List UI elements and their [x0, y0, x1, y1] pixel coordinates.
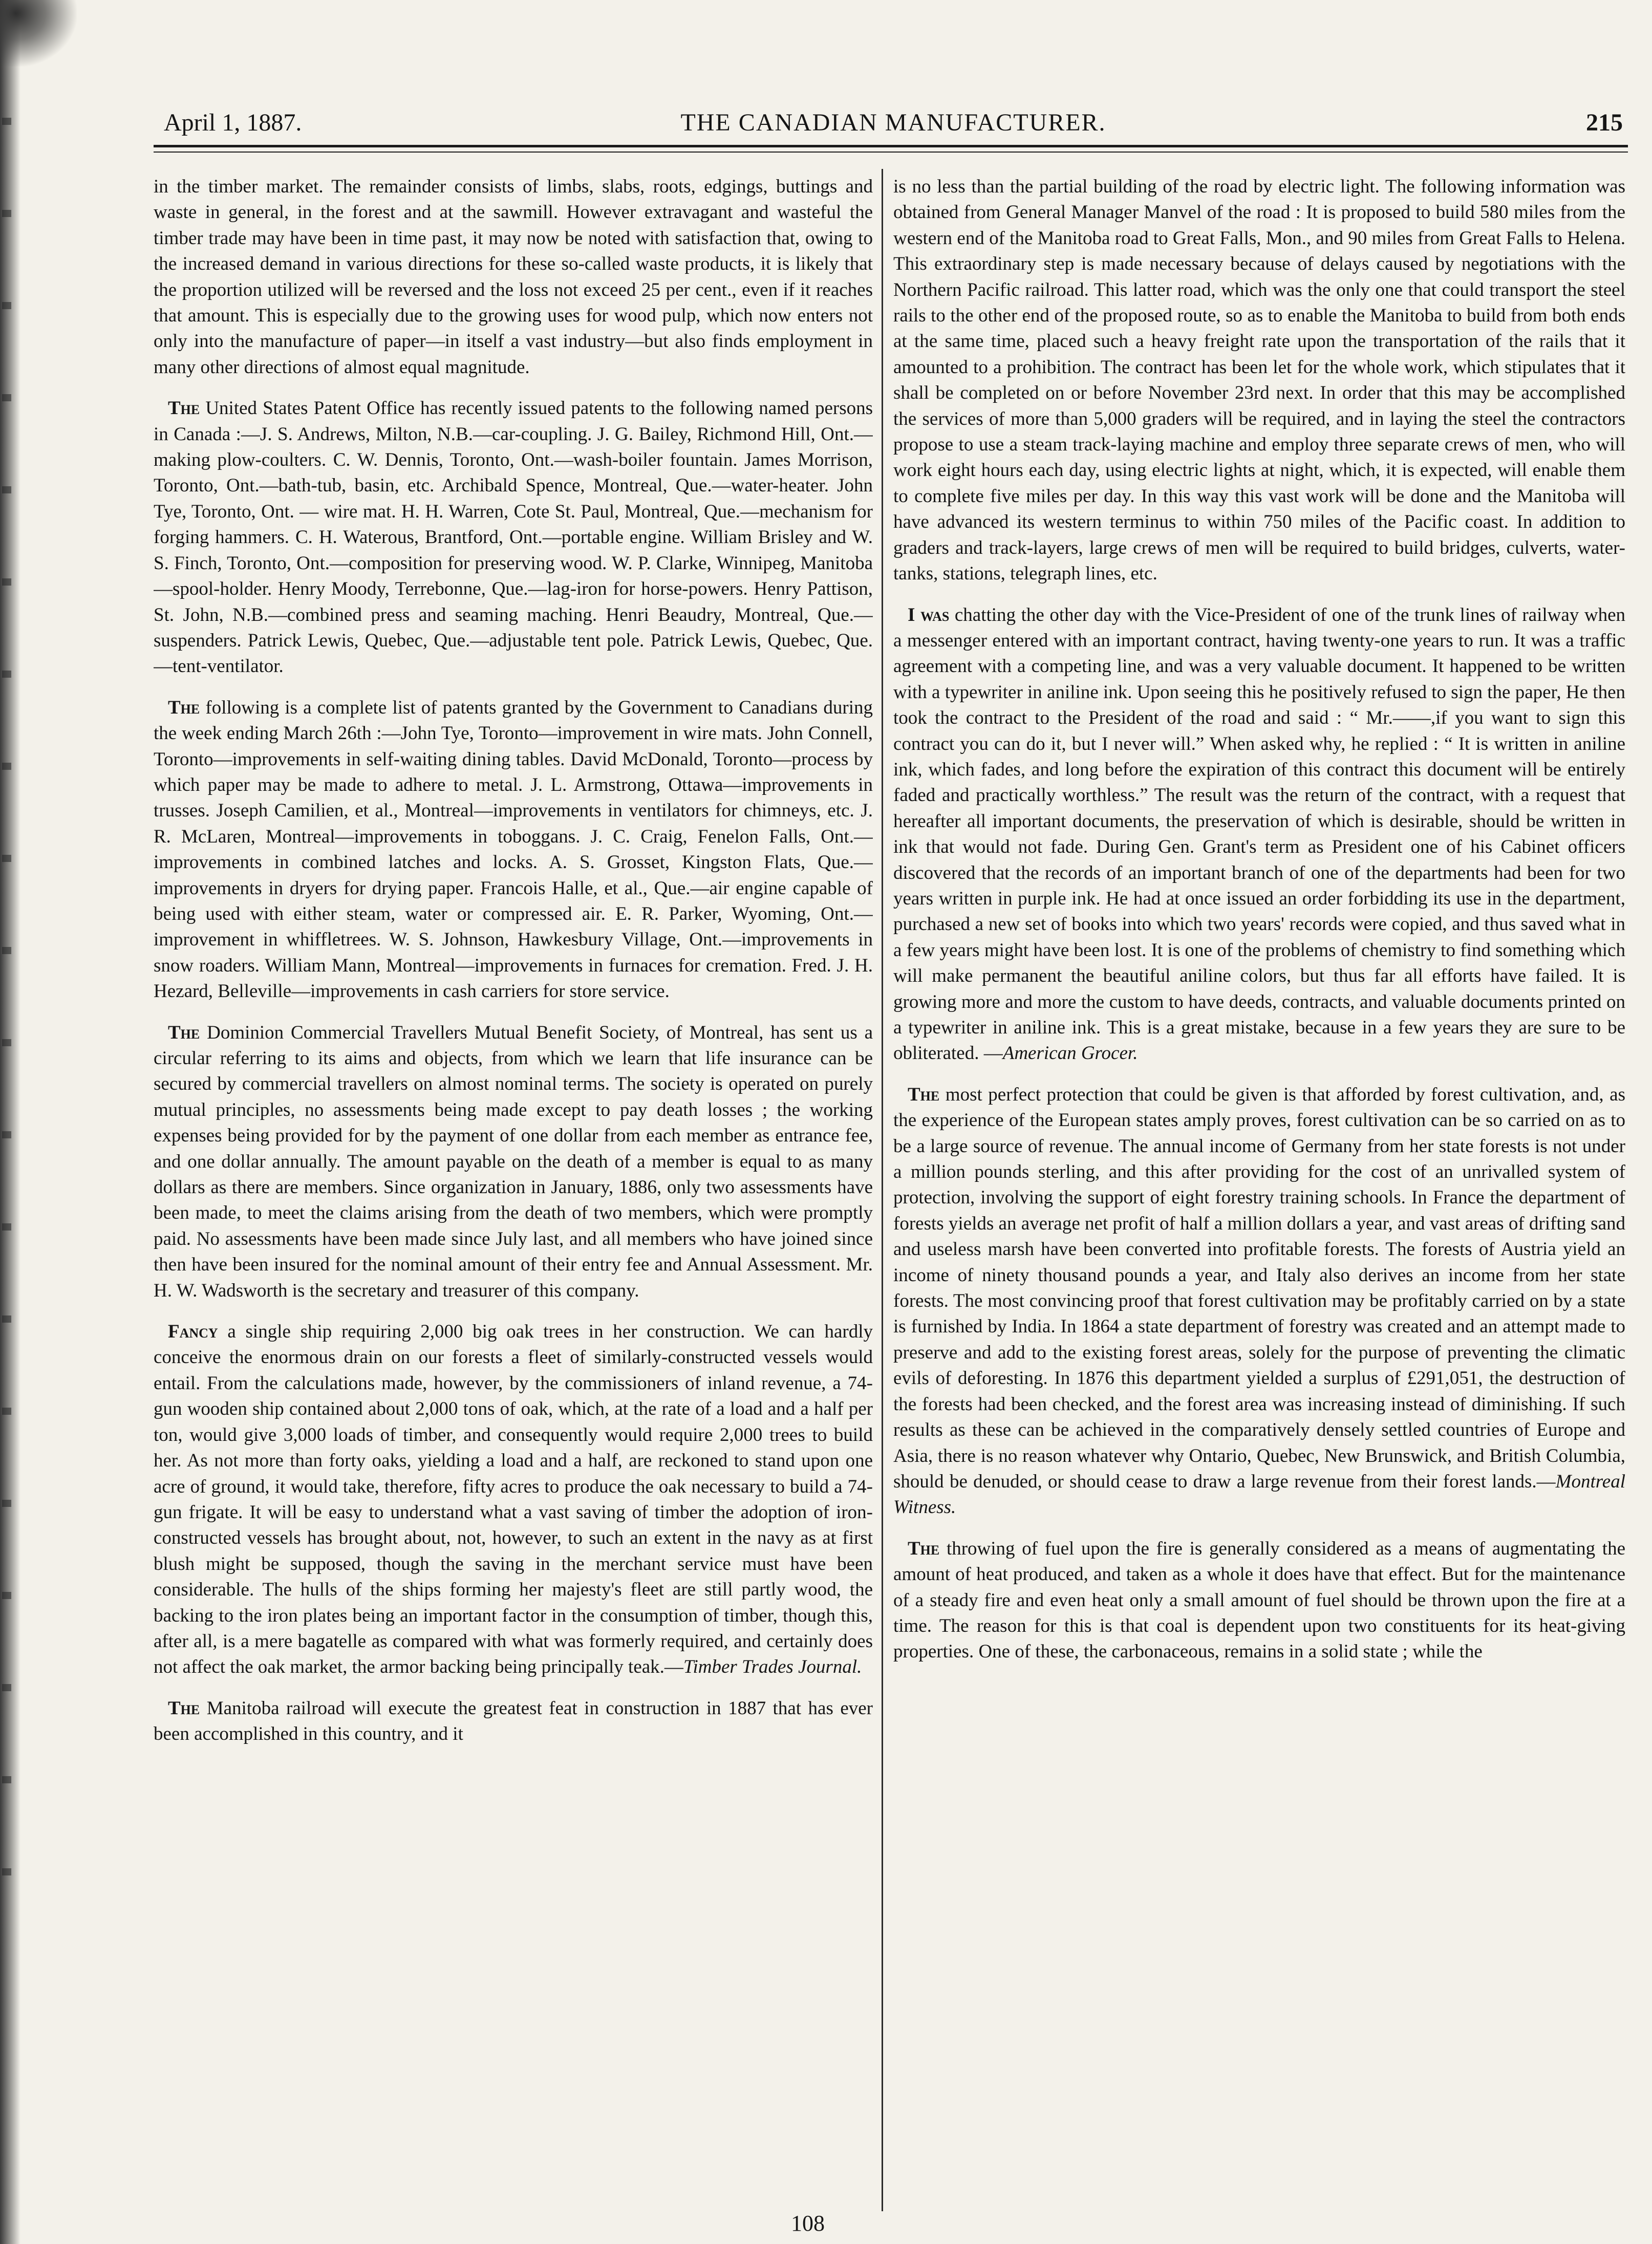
article-text: in the timber market. The remainder consists of limbs, slabs, roots, edgings, buttings and waste in general, in the forest and at the sawmill. However extravagant and wasteful the timber trade may have been in time past, it may now be noted with satisfaction that, owing to the increased demand in various directions for these so-called waste products, it is likely that the proportion utilized will be reversed and the loss not exceed 25 per cent., even if it reaches that amount. This is especially due to the growing uses for wood pulp, which now enters not only into the manufacture of paper—in itself a vast industry—but also finds employment in many other directions of almost equal magnitude.	[154, 176, 873, 378]
article-lead: Fancy	[168, 1321, 218, 1343]
article-text: is no less than the partial building of the road by electric light. The following information was obtained from General Manager Manvel of the road : It is proposed to build 580 miles from the western end of the Manitoba road to Great Falls, Mon., and 90 miles from Great Falls to Helena. This extraordinary step is made necessary because of delays caused by negotiations with the Northern Pacific railroad. This latter road, which was the only one that could transport the steel rails to the other end of the proposed route, so as to enable the Manitoba to build from both ends at the same time, placed such a heavy freight rate upon the transportation of the rails that it amounted to a prohibition. The contract has been let for the whole work, which stipulates that it shall be completed on or before November 23rd next. In order that this may be accomplished the services of more than 5,000 graders will be required, and in laying the steel the contractors propose to use a steam track-laying machine and employ three separate crews of men, who will work eight hours each day, using electric lights at night, which, it is expected, will enable them to complete five miles per day. In this way this vast work will be done and the Manitoba will have advanced its western terminus to within 750 miles of the Pacific coast. In addition to graders and track-layers, large crews of men will be required to build bridges, culverts, water-tanks, stations, telegraph lines, etc.	[893, 176, 1625, 585]
article-manitoba-railroad-cont	[893, 174, 1625, 587]
article-lead: The	[168, 1022, 200, 1043]
publication-title: THE CANADIAN MANUFACTURER.	[680, 109, 1106, 136]
article-fuel-fire	[893, 1536, 1625, 1665]
header-rule-thin	[154, 152, 1628, 153]
left-column	[154, 174, 873, 2186]
scan-edge-marks	[2, 118, 11, 1909]
article-text: Manitoba railroad will execute the greatest feat in construction in 1887 that has ever been accomplished in this country, and it	[154, 1697, 873, 1745]
article-manitoba-railroad	[154, 1696, 873, 1747]
article-forest-cultivation	[893, 1082, 1625, 1521]
article-source: Timber Trades Journal.	[683, 1656, 862, 1678]
article-text: following is a complete list of patents granted by the Government to Canadians during the week ending March 26th :—John Tye, Toronto—improvement in wire mats. John Connell, Toronto—improvements in self-waiting dining tables. David McDonald, Toronto—process by which paper may be made to adhere to metal. J. L. Armstrong, Ottawa—improvements in trusses. Joseph Camilien, et al., Montreal—improvements in ventilators for chimneys, etc. J. R. McLaren, Montreal—improvements in toboggans. J. C. Craig, Fenelon Falls, Ont.—improvements in combined latches and locks. A. S. Grosset, Kingston Flats, Que.—improvements in dryers for drying paper. Francois Halle, et al., Que.—air engine capable of being used with either steam, water or compressed air. E. R. Parker, Wyoming, Ont.—improvement in whiffletrees. W. S. Johnson, Hawkesbury Village, Ont.—improvements in snow roaders. William Mann, Montreal—improvements in furnaces for cremation. Fred. J. H. Hezard, Belleville—improvements in cash carriers for store service.	[154, 697, 873, 1002]
article-canadian-patents	[154, 695, 873, 1005]
article-text: United States Patent Office has recently issued patents to the following named persons in Canada :—J. S. Andrews, Milton, N.B.—car-coupling. J. G. Bailey, Richmond Hill, Ont.—making plow-coulters. C. W. Dennis, Toronto, Ont.—wash-boiler fountain. James Morrison, Toronto, Ont.—bath-tub, basin, etc. Archibald Spence, Montreal, Que.—water-heater. John Tye, Toronto, Ont. — wire mat. H. H. Warren, Cote St. Paul, Montreal, Que.—mechanism for forging hammers. C. H. Waterous, Brantford, Ont.—portable engine. William Brisley and W. S. Finch, Toronto, Ont.—composition for preserving wood. W. P. Clarke, Winnipeg, Manitoba—spool-holder. Henry Moody, Terrebonne, Que.—lag-iron for horse-powers. Henry Pattison, St. John, N.B.—combined press and seaming maching. Henri Beaudry, Montreal, Que.—suspenders. Patrick Lewis, Quebec, Que.—adjustable tent pole. Patrick Lewis, Quebec, Que.—tent-ventilator.	[154, 398, 873, 677]
article-lead: The	[908, 1084, 940, 1105]
article-aniline-ink	[893, 602, 1625, 1067]
right-column	[893, 174, 1625, 2186]
article-text: chatting the other day with the Vice-President of one of the trunk lines of railway when a messenger entered with an important contract, having twenty-one years to run. It was a traffic agreement with a competing line, and was a very valuable document. It happened to be written with a typewriter in aniline ink. Upon seeing this he positively refused to sign the paper, He then took the contract to the President of the road and said : “ Mr.——,if you want to sign this contract you can do it, but I never will.” When asked why, he replied : “ It is written in aniline ink, which fades, and long before the expiration of this contract this document will be entirely faded and practically worthless.” The result was the return of the contract, with a request that hereafter all important documents, the preservation of which is desirable, should be written in ink that would not fade. During Gen. Grant's term as President one of his Cabinet officers discovered that the records of an important branch of one of the departments had been for two years written in purple ink. He had at once issued an order forbidding its use in the department, purchased a new set of books into which two years' records were copied, and thus saved what in a few years might have been lost. It is one of the problems of chemistry to find something which will make permanent the beautiful aniline colors, but thus far all efforts have failed. It is growing more and more the custom to have deeds, contracts, and valuable documents printed on a typewriter in aniline ink. This is a great mistake, because in a few years they are sure to be obliterated. —	[893, 604, 1625, 1064]
article-travellers-society	[154, 1020, 873, 1304]
article-text: most perfect protection that could be given is that afforded by forest cultivation, and, as the experience of the European states amply proves, forest cultivation can be so carried on as to be a large source of revenue. The annual income of Germany from her state forests is not under a million pounds sterling, and this after providing for the cost of an unrivalled system of protection, involving the support of eight forestry training schools. In France the department of forests yields an average net profit of half a million dollars a year, and vast areas of drifting sand and useless marsh have been converted into profitable forests. The forests of Austria yield an income of ninety thousand pounds a year, and Italy also derives an income from her state forests. The most convincing proof that forest cultivation may be profitably carried on by a state is furnished by India. In 1864 a state department of forestry was created and an attempt made to preserve and add to the existing forest areas, solely for the purpose of preventing the climatic evils of deforesting. In 1876 this department yielded a surplus of £291,051, the destruction of the forests had been checked, and the forest area was increasing instead of diminishing. If such results as these can be achieved in the comparatively densely settled countries of Europe and Asia, there is no reason whatever why Ontario, Quebec, New Brunswick, and British Columbia, should be denuded, or should cease to draw a large revenue from their forest lands.—	[893, 1084, 1625, 1492]
header-rule-thick	[154, 145, 1628, 147]
page-header	[164, 105, 1623, 141]
article-lead: The	[908, 1538, 940, 1559]
article-text: a single ship requiring 2,000 big oak trees in her construction. We can hardly conceive the enormous drain on our forests a fleet of similarly-constructed vessels would entail. From the calculations made, however, by the commissioners of inland revenue, a 74-gun wooden ship contained about 2,000 tons of oak, which, at the rate of a load and a half per ton, would give 3,000 loads of timber, and consequently would require 2,000 trees to build her. As not more than forty oaks, yielding a load and a half, are reckoned to stand upon one acre of ground, it would take, therefore, fifty acres to produce the oak necessary to build a 74-gun frigate. It will be easy to understand what a vast saving of timber the adoption of iron-constructed vessels has brought about, not, however, to such an extent in the navy as at first blush might be supposed, though the saving in the merchant service must have been considerable. The hulls of the ships forming her majesty's fleet are still partly wood, the backing to the iron plates being an important factor in the consumption of timber, though this, after all, is a mere bagatelle as compared with what was formerly required, and certainly does not affect the oak market, the armor backing being principally teak.—	[154, 1321, 873, 1678]
folio-number: 108	[791, 2211, 825, 2236]
article-timber-waste	[154, 174, 873, 380]
article-source: American Grocer.	[1002, 1043, 1138, 1064]
article-text: throwing of fuel upon the fire is generally considered as a means of augmentating the amount of heat produced, and taken as a whole it does have that effect. But for the maintenance of a steady fire and even heat only a small amount of fuel should be thrown upon the fire at a time. The reason for this is that coal is dependent upon two constituents for its heat-giving properties. One of these, the carbonaceous, remains in a solid state ; while the	[893, 1538, 1625, 1663]
article-lead: The	[168, 697, 200, 718]
article-lead: The	[168, 1697, 200, 1719]
issue-date: April 1, 1887.	[164, 109, 302, 136]
article-lead: I was	[908, 604, 950, 625]
article-lead: The	[168, 398, 200, 419]
article-us-patents	[154, 396, 873, 679]
article-text: Dominion Commercial Travellers Mutual Benefit Society, of Montreal, has sent us a circular referring to its aims and objects, from which we learn that life insurance can be secured by commercial travellers on almost nominal terms. The society is operated on purely mutual principles, no assessments being made except to pay death losses ; the working expenses being provided for by the payment of one dollar from each member as entrance fee, and one dollar annually. The amount payable on the death of a member is equal to as many dollars as there are members. Since organization in January, 1886, only two assessments have been made, to meet the claims arising from the death of two members, which were promptly paid. No assessments have been made since July last, and all members who have joined since then have been insured for the nominal amount of their entry fee and Annual Assessment. Mr. H. W. Wadsworth is the secretary and treasurer of this company.	[154, 1022, 873, 1301]
article-source: Montreal Witness.	[893, 1471, 1625, 1518]
article-oak-ships	[154, 1319, 873, 1680]
page-number: 215	[1586, 109, 1623, 136]
column-divider	[882, 169, 883, 2211]
